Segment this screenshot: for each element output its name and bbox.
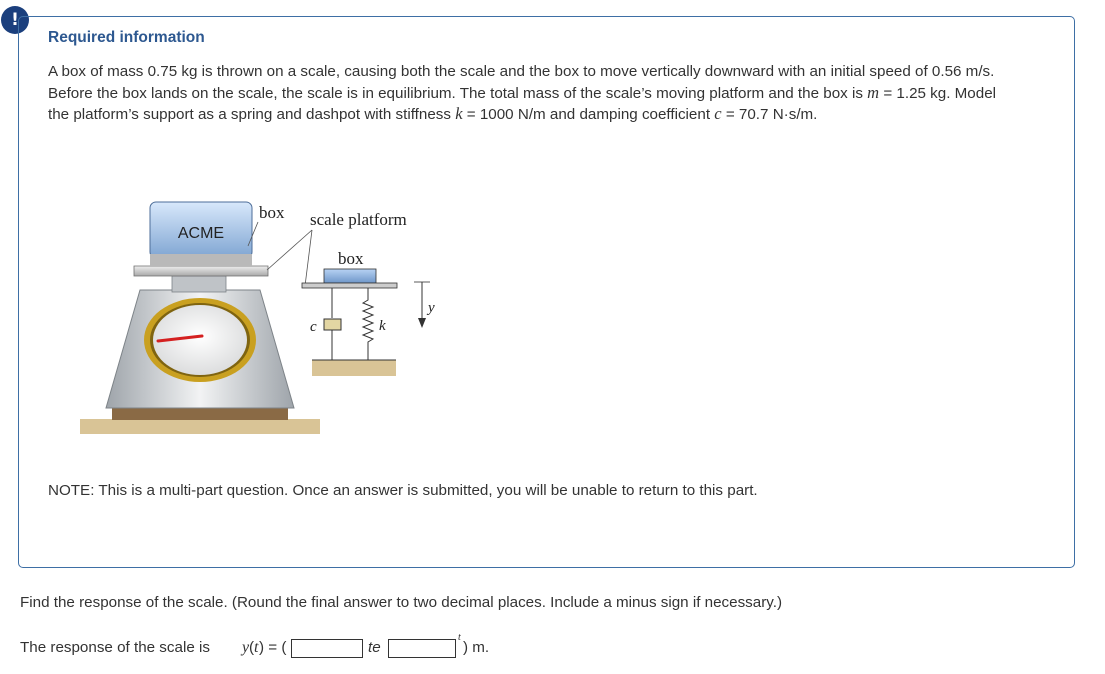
- problem-text-3: = 1000 N/m and damping coefficient: [462, 106, 715, 123]
- scale-base: [112, 408, 288, 420]
- label-k: k: [379, 318, 386, 334]
- problem-text-4: = 70.7 N·s/m.: [721, 106, 818, 123]
- exponent-input[interactable]: [388, 639, 456, 658]
- y-symbol: y: [242, 639, 250, 656]
- problem-text-1: A box of mass 0.75 kg is thrown on a scale, causing both the scale and the box to move vertically downward with an initial speed of 0.56 m/s. Before the box lands on the scale, the scale is in equilibrium. The total mass of the scale’s moving platform and the box is: [48, 63, 995, 102]
- problem-statement: [48, 62, 1008, 126]
- close-part: ) m.: [463, 639, 490, 656]
- ground: [80, 419, 320, 434]
- label-box-top: box: [259, 203, 285, 222]
- open-part: ) = (: [259, 639, 287, 656]
- alert-icon: !: [1, 6, 29, 34]
- coefficient-input[interactable]: [291, 639, 363, 658]
- t-superscript: t: [458, 632, 461, 643]
- model-box: [324, 269, 376, 283]
- dashpot: [324, 319, 341, 330]
- t-symbol: t: [254, 639, 259, 656]
- var-k: k: [455, 104, 463, 123]
- te-text: te: [368, 639, 381, 656]
- label-scale-platform: scale platform: [310, 210, 407, 229]
- var-m: m: [867, 82, 880, 102]
- problem-text-2: = 1.25 kg. Model the platform’s support as a spring and dashpot with stiffness: [48, 84, 997, 123]
- label-y: y: [428, 300, 435, 316]
- spring: [363, 288, 373, 360]
- question-text: Find the response of the scale. (Round the final answer to two decimal places. Include a minus sign if necessary.): [20, 594, 783, 611]
- model-platform: [302, 283, 397, 288]
- var-c: c: [714, 104, 722, 123]
- required-info-title: Required information: [48, 29, 205, 46]
- answer-prefix: The response of the scale is: [20, 639, 210, 656]
- multi-part-note: NOTE: This is a multi-part question. Once an answer is submitted, you will be unable to return to this part.: [48, 482, 758, 499]
- acme-brand: ACME: [177, 225, 225, 242]
- scale-figure: [62, 182, 435, 442]
- scale-platform-top: [134, 266, 268, 276]
- label-c: c: [310, 319, 317, 335]
- model-ground: [312, 360, 396, 376]
- label-box-model: box: [338, 249, 364, 268]
